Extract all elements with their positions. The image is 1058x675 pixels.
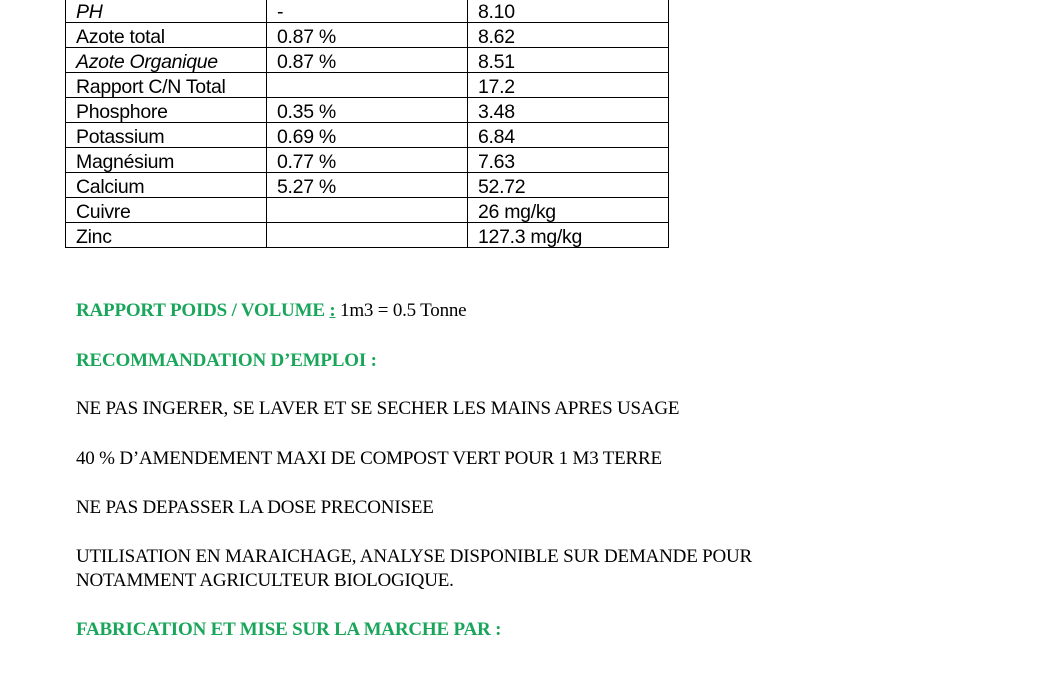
percent-cell: 0.87 % <box>267 48 468 73</box>
ratio-value: 1m3 = 0.5 Tonne <box>335 300 467 321</box>
percent-cell <box>267 223 468 248</box>
table-row <box>66 173 669 198</box>
ratio-heading: RAPPORT POIDS / VOLUME <box>76 300 330 321</box>
value-cell: 8.10 <box>468 0 669 23</box>
table-row <box>66 48 669 73</box>
percent-cell: 0.69 % <box>267 123 468 148</box>
parameter-cell: PH <box>66 0 267 23</box>
recommendation-line: 40 % D’AMENDEMENT MAXI DE COMPOST VERT POUR 1 M3 TERRE <box>76 448 662 469</box>
ratio-colon: : <box>329 300 336 321</box>
value-cell: 8.62 <box>468 23 669 48</box>
recommendation-line: UTILISATION EN MARAICHAGE, ANALYSE DISPONIBLE SUR DEMANDE POUR <box>76 546 753 567</box>
parameter-cell: Phosphore <box>66 98 267 123</box>
percent-cell <box>267 73 468 98</box>
parameter-cell: Potassium <box>66 123 267 148</box>
analysis-table <box>65 0 669 248</box>
value-cell: 26 mg/kg <box>468 198 669 223</box>
analysis-table-body <box>66 0 669 248</box>
table-row <box>66 148 669 173</box>
table-row <box>66 73 669 98</box>
parameter-cell: Magnésium <box>66 148 267 173</box>
value-cell: 7.63 <box>468 148 669 173</box>
parameter-cell: Rapport C/N Total <box>66 73 267 98</box>
value-cell: 8.51 <box>468 48 669 73</box>
recommendation-heading: RECOMMANDATION D’EMPLOI : <box>76 350 377 371</box>
percent-cell: 0.35 % <box>267 98 468 123</box>
parameter-cell: Zinc <box>66 223 267 248</box>
parameter-cell: Azote Organique <box>66 48 267 73</box>
table-row <box>66 0 669 23</box>
manufacturer-heading: FABRICATION ET MISE SUR LA MARCHE PAR : <box>76 619 502 640</box>
parameter-cell: Calcium <box>66 173 267 198</box>
value-cell: 17.2 <box>468 73 669 98</box>
table-row <box>66 198 669 223</box>
table-row <box>66 23 669 48</box>
recommendation-line: NOTAMMENT AGRICULTEUR BIOLOGIQUE. <box>76 570 454 591</box>
percent-cell: 0.87 % <box>267 23 468 48</box>
ratio-line <box>76 300 466 322</box>
value-cell: 52.72 <box>468 173 669 198</box>
percent-cell <box>267 198 468 223</box>
value-cell: 6.84 <box>468 123 669 148</box>
value-cell: 127.3 mg/kg <box>468 223 669 248</box>
percent-cell: 5.27 % <box>267 173 468 198</box>
percent-cell: - <box>267 0 468 23</box>
table-row <box>66 123 669 148</box>
table-row <box>66 223 669 248</box>
value-cell: 3.48 <box>468 98 669 123</box>
recommendation-line: NE PAS DEPASSER LA DOSE PRECONISEE <box>76 497 434 518</box>
parameter-cell: Azote total <box>66 23 267 48</box>
percent-cell: 0.77 % <box>267 148 468 173</box>
table-row <box>66 98 669 123</box>
recommendation-line: NE PAS INGERER, SE LAVER ET SE SECHER LES MAINS APRES USAGE <box>76 398 680 419</box>
parameter-cell: Cuivre <box>66 198 267 223</box>
